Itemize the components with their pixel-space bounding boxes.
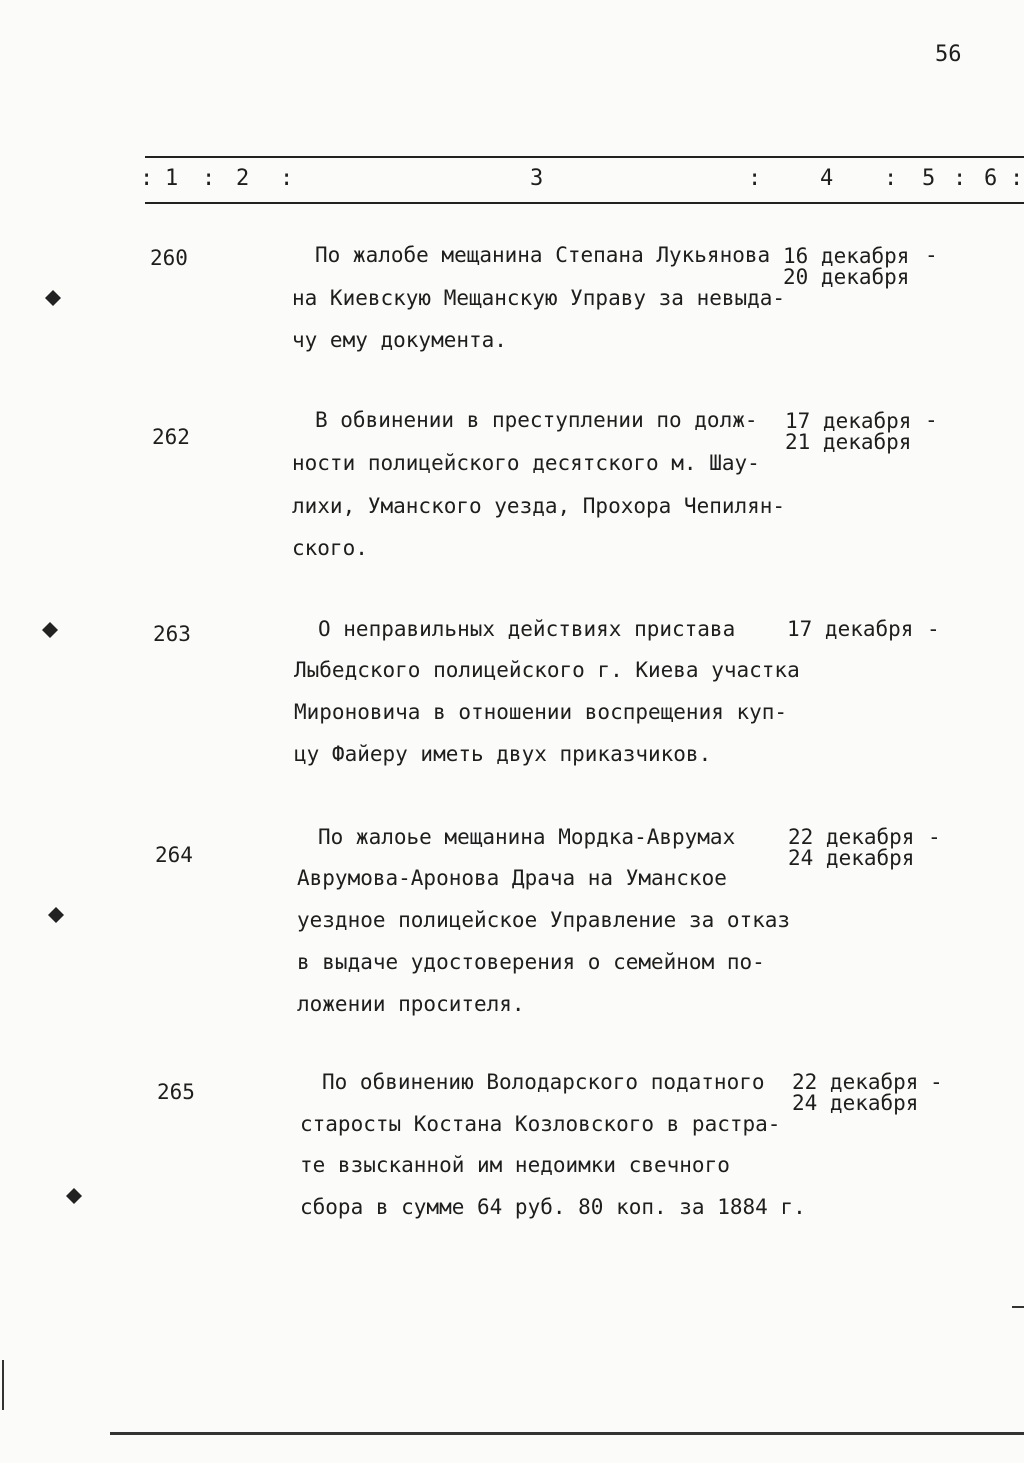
entry-text-line: По жалоье мещанина Мордка-Аврумах — [318, 825, 736, 849]
punch-hole-mark — [66, 1188, 82, 1204]
entry-text-line: В обвинении в преступлении по долж- — [315, 408, 758, 432]
entry-text-line: на Киевскую Мещанскую Управу за невыда- — [292, 286, 786, 310]
column-separator: : — [280, 166, 294, 191]
entry-number: 262 — [152, 425, 190, 449]
entry-dash: - — [927, 617, 940, 641]
entry-text-line: По жалобе мещанина Степана Лукьянова — [315, 243, 771, 267]
entry-date-end: 20 декабря — [783, 265, 910, 289]
column-separator: : — [884, 166, 898, 191]
header-rule-bottom — [145, 202, 1024, 204]
entry-text-line: уездное полицейское Управление за отказ — [297, 908, 791, 932]
entry-date-start: 17 декабря — [785, 409, 912, 433]
punch-hole-mark — [42, 622, 58, 638]
entry-text-line: цу Файеру иметь двух приказчиков. — [294, 742, 712, 766]
entry-date-start: 16 декабря — [783, 244, 910, 268]
entry-text-line: Мироновича в отношении воспрещения куп- — [294, 700, 788, 724]
entry-text-line: ского. — [292, 536, 368, 560]
punch-hole-mark — [48, 907, 64, 923]
entry-number: 264 — [155, 843, 193, 867]
entry-date-start: 17 декабря — [787, 617, 914, 641]
entry-number: 260 — [150, 246, 188, 270]
entry-text-line: Аврумова-Аронова Драча на Уманское — [297, 866, 727, 890]
entry-text-line: лихи, Уманского уезда, Прохора Чепилян- — [292, 494, 786, 518]
entry-text-line: сбора в сумме 64 руб. 80 коп. за 1884 г. — [300, 1195, 806, 1219]
entry-date-end: 24 декабря — [788, 846, 915, 870]
column-separator: : — [140, 166, 154, 191]
entry-date-start: 22 декабря — [792, 1070, 919, 1094]
entry-dash: - — [925, 243, 938, 267]
column-separator: : — [1010, 166, 1024, 191]
entry-text-line: те взысканной им недоимки свечного — [300, 1153, 730, 1177]
entry-text-line: По обвинению Володарского податного — [322, 1070, 765, 1094]
entry-text-line: О неправильных действиях пристава — [318, 617, 736, 641]
entry-text-line: чу ему документа. — [292, 328, 507, 352]
scan-edge-mark — [2, 1360, 4, 1410]
entry-dash: - — [928, 825, 941, 849]
scan-edge-line — [110, 1432, 1024, 1435]
column-header-1: 1 — [165, 166, 179, 191]
column-header-5: 5 — [922, 166, 936, 191]
entry-date-start: 22 декабря — [788, 825, 915, 849]
column-separator: : — [953, 166, 967, 191]
entry-text-line: старосты Костана Козловского в растра- — [300, 1112, 781, 1136]
entry-text-line: в выдаче удостоверения о семейном по- — [297, 950, 765, 974]
entry-text-line: Лыбедского полицейского г. Киева участка — [294, 658, 800, 682]
entry-text-line: ложении просителя. — [297, 992, 525, 1016]
entry-dash: - — [925, 408, 938, 432]
entry-date-end: 24 декабря — [792, 1091, 919, 1115]
column-header-3: 3 — [530, 166, 544, 191]
entry-number: 265 — [157, 1080, 195, 1104]
entry-number: 263 — [153, 622, 191, 646]
header-rule-top — [145, 156, 1024, 158]
entry-text-line: ности полицейского десятского м. Шау- — [292, 451, 760, 475]
column-separator: : — [748, 166, 762, 191]
entry-date-end: 21 декабря — [785, 430, 912, 454]
column-separator: : — [202, 166, 216, 191]
column-header-6: 6 — [984, 166, 998, 191]
entry-dash: - — [930, 1070, 943, 1094]
column-header-2: 2 — [236, 166, 250, 191]
punch-hole-mark — [45, 290, 61, 306]
scan-edge-mark — [1012, 1306, 1024, 1308]
page-number: 56 — [935, 42, 962, 67]
column-header-4: 4 — [820, 166, 834, 191]
